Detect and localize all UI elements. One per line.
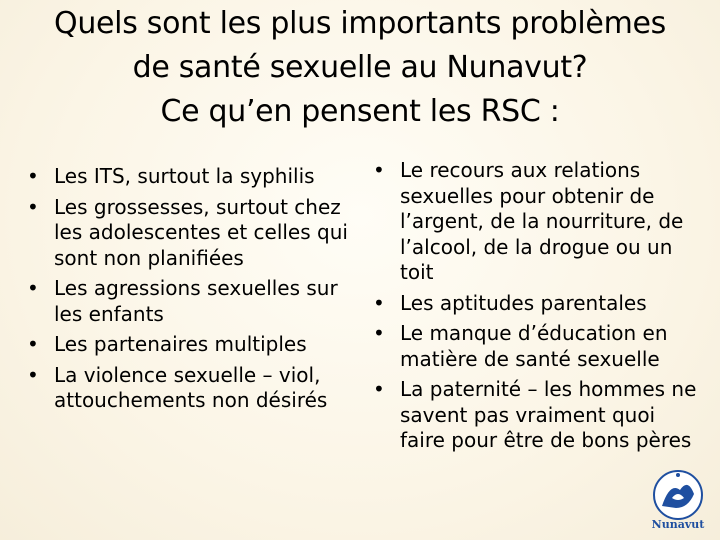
- left-bullet-item: • Les ITS, surtout la syphilis: [10, 164, 370, 190]
- slide-title: [10, 2, 710, 134]
- left-bullet-item: • La violence sexuelle – viol, attouchements non désirés: [10, 363, 370, 414]
- title-line-2: de santé sexuelle au Nunavut?: [132, 50, 588, 85]
- left-bullet-item: • Les grossesses, surtout chez les adolescentes et celles qui sont non planifiées: [10, 195, 370, 272]
- right-bullet-item: • Le recours aux relations sexuelles pour obtenir de l’argent, de la nourriture, de l’alcool, de la drogue ou un toit: [356, 158, 706, 286]
- left-bullet-list: [10, 164, 370, 419]
- right-bullet-item: • Les aptitudes parentales: [356, 291, 706, 317]
- title-line-1: Quels sont les plus importants problèmes: [54, 6, 666, 41]
- left-bullet-item: • Les agressions sexuelles sur les enfants: [10, 276, 370, 327]
- left-bullet-item: • Les partenaires multiples: [10, 332, 370, 358]
- right-bullet-list: [356, 158, 706, 459]
- nunavut-logo: [648, 468, 708, 532]
- logo-text: Nunavut: [651, 518, 705, 531]
- right-bullet-item: • La paternité – les hommes ne savent pas vraiment quoi faire pour être de bons pères: [356, 377, 706, 454]
- right-bullet-item: • Le manque d’éducation en matière de santé sexuelle: [356, 321, 706, 372]
- title-line-3: Ce qu’en pensent les RSC :: [160, 94, 560, 129]
